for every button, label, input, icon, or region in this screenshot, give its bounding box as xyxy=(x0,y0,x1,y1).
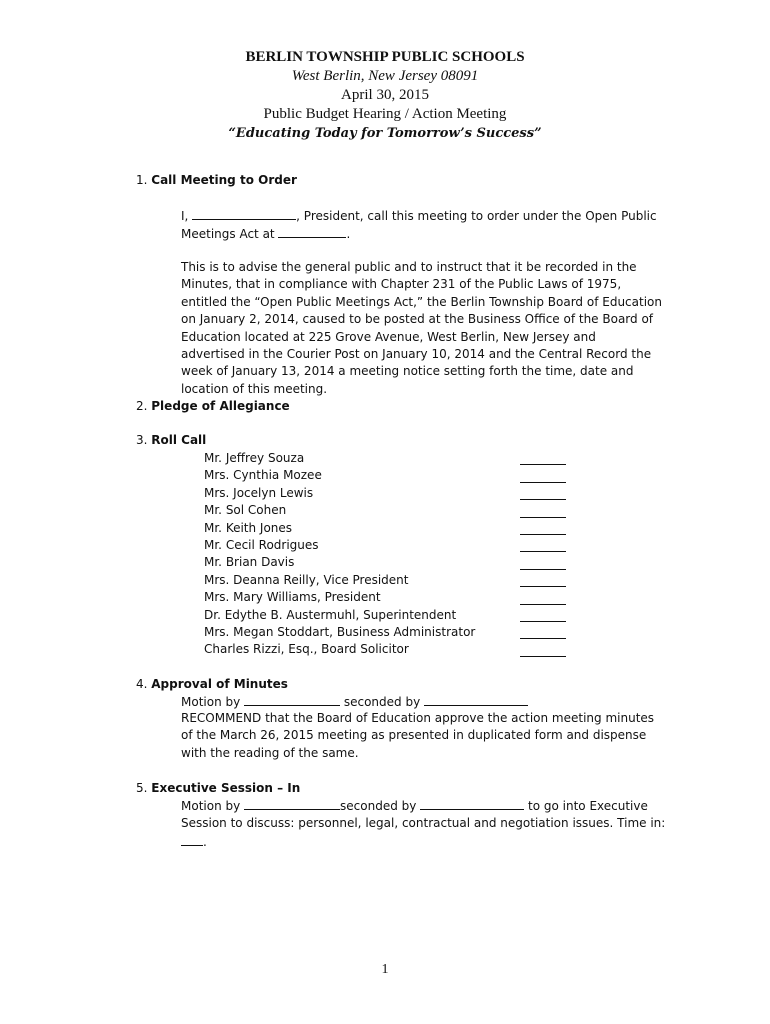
time-blank xyxy=(278,225,346,238)
district-motto: “Educating Today for Tomorrow’s Success” xyxy=(228,126,542,141)
president-name-blank xyxy=(192,207,296,220)
meeting-type: Public Budget Hearing / Action Meeting xyxy=(263,106,507,122)
section-2-heading xyxy=(136,398,290,415)
roll-call-member: Mrs. Megan Stoddart, Business Administrator xyxy=(204,624,476,639)
roll-call-member: Charles Rizzi, Esq., Board Solicitor xyxy=(204,642,409,657)
section-title: Approval of Minutes xyxy=(151,677,288,691)
section-3-heading xyxy=(136,432,206,449)
section-number: 2. xyxy=(136,399,152,413)
section-5-heading xyxy=(136,780,300,797)
seconded-by-blank xyxy=(420,797,524,810)
seconded-by-blank xyxy=(424,693,528,706)
roll-call-member: Mrs. Mary Williams, President xyxy=(204,590,381,605)
page-number: 1 xyxy=(381,962,389,977)
meeting-date: April 30, 2015 xyxy=(341,87,429,103)
district-location: West Berlin, New Jersey 08091 xyxy=(291,68,479,84)
section-4-heading xyxy=(136,676,288,693)
text: Session to discuss: personnel, legal, contractual and negotiation issues. Time in: xyxy=(181,816,666,831)
executive-session-motion xyxy=(181,797,681,851)
text: . xyxy=(203,834,207,849)
text: seconded by xyxy=(340,695,424,709)
text: seconded by xyxy=(340,799,421,813)
section-1-heading xyxy=(136,172,297,189)
section-number: 3. xyxy=(136,433,152,447)
text: . xyxy=(346,227,351,242)
text: Meetings Act at xyxy=(181,227,279,242)
section-number: 5. xyxy=(136,781,152,795)
roll-call-member: Mrs. Cynthia Mozee xyxy=(204,468,322,483)
roll-call-member: Mr. Keith Jones xyxy=(204,520,293,535)
section-title: Roll Call xyxy=(151,433,207,447)
roll-call-member: Mrs. Deanna Reilly, Vice President xyxy=(204,572,409,587)
roll-call-member: Dr. Edythe B. Austermuhl, Superintendent xyxy=(204,607,457,622)
roll-call-member: Mr. Brian Davis xyxy=(204,555,295,570)
time-in-blank xyxy=(181,833,203,846)
text: Motion by xyxy=(181,695,245,709)
section-number: 4. xyxy=(136,677,152,691)
text: Motion by xyxy=(181,799,245,813)
minutes-recommendation: RECOMMEND that the Board of Education approve the action meeting minutes of the March 26, 2015 meeting as presented in duplicated form and dispense with the reading of the same. xyxy=(181,711,655,760)
text: I, xyxy=(181,209,193,223)
district-title: BERLIN TOWNSHIP PUBLIC SCHOOLS xyxy=(245,49,525,65)
text: to go into Executive xyxy=(524,799,648,813)
roll-call-member: Mr. Sol Cohen xyxy=(204,503,287,518)
roll-call-member: Mr. Jeffrey Souza xyxy=(204,451,305,465)
document-header xyxy=(0,48,770,143)
roll-call-list xyxy=(204,450,534,659)
minutes-motion xyxy=(181,693,661,711)
section-title: Executive Session – In xyxy=(151,781,301,795)
public-notice-paragraph: This is to advise the general public and to instruct that it be recorded in the Minutes, that in compliance with Chapter 231 of the Public Laws of 1975, entitled the “Open Public Meetings Act,” the Berlin Township Board of Education on January 2, 2014, caused to be posted at the Business Office of the Board of Education located at 225 Grove Avenue, West Berlin, New Jersey and advertised in the Courier Post on January 10, 2014 and the Central Record the week of January 13, 2014 a meeting notice setting forth the time, date and location of this meeting. xyxy=(181,260,662,396)
call-to-order-statement xyxy=(181,207,661,244)
motion-by-blank xyxy=(244,693,340,706)
motion-by-blank xyxy=(244,797,340,810)
roll-call-member: Mrs. Jocelyn Lewis xyxy=(204,485,314,500)
roll-call-member: Mr. Cecil Rodrigues xyxy=(204,537,319,552)
section-title: Call Meeting to Order xyxy=(151,173,297,187)
text: , President, call this meeting to order under the Open Public xyxy=(296,209,657,223)
section-number: 1. xyxy=(136,173,152,187)
section-title: Pledge of Allegiance xyxy=(151,399,290,413)
